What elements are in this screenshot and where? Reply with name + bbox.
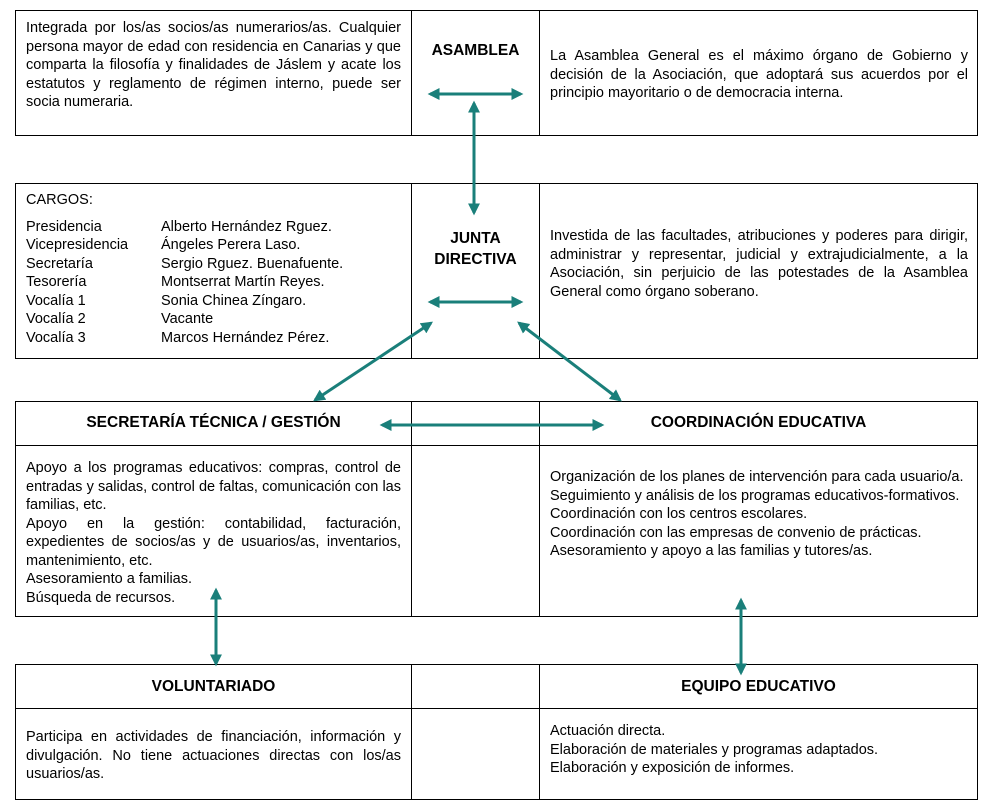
junta-description-text: Investida de las facultades, atribuciones y poderes para dirigir, administrar y representar, judicial y extrajudicialmente, a la Asociación, sin perjuicio de las potestades de la Asamblea General como órgano soberano. — [550, 228, 968, 300]
cargo-row — [26, 236, 406, 255]
coordinacion-tasks — [550, 468, 968, 561]
bottom-middle-body-cell — [411, 708, 540, 800]
cargo-name: Vacante — [161, 311, 214, 327]
cargo-row — [26, 292, 406, 311]
junta-title-line1: JUNTA — [450, 230, 501, 247]
coordinacion-task-1: Organización de los planes de intervención para cada usuario/a. — [550, 469, 964, 485]
equipo-title: EQUIPO EDUCATIVO — [681, 678, 836, 695]
cargo-name: Sonia Chinea Zíngaro. — [161, 292, 307, 309]
coordinacion-task-2: Seguimiento y análisis de los programas educativos-formativos. — [550, 487, 960, 504]
secretaria-task-1: Apoyo a los programas educativos: compras, control de entradas y salidas, control de faltas, comunicación con las familias, etc. — [26, 460, 401, 513]
cargo-role: Tesorería — [26, 274, 87, 290]
middle-body-cell — [411, 445, 540, 617]
middle-header-cell — [411, 401, 540, 446]
cargo-row — [26, 273, 406, 292]
cargos-label: CARGOS: — [26, 192, 93, 208]
cargos-rows — [26, 218, 406, 348]
secretaria-title: SECRETARÍA TÉCNICA / GESTIÓN — [86, 414, 341, 431]
cargo-role: Secretaría — [26, 255, 93, 272]
coordinacion-task-3: Coordinación con los centros escolares. — [550, 506, 808, 522]
secretaria-task-3: Asesoramiento a familias. — [26, 571, 193, 587]
asamblea-center-cell — [411, 10, 540, 136]
cargo-row — [26, 310, 406, 329]
bottom-middle-header-cell — [411, 664, 540, 709]
junta-center-cell — [411, 183, 540, 359]
asamblea-title: ASAMBLEA — [431, 42, 520, 59]
cargo-name: Alberto Hernández Rguez. — [161, 218, 332, 235]
secretaria-task-4: Búsqueda de recursos. — [26, 589, 176, 606]
equipo-task-3: Elaboración y exposición de informes. — [550, 760, 795, 776]
cargo-role: Vicepresidencia — [26, 237, 129, 253]
asamblea-description-text: La Asamblea General es el máximo órgano de Gobierno y decisión de la Asociación, que adoptará sus acuerdos por el principio mayoritario o de democracia interna. — [550, 48, 968, 101]
cargo-role: Vocalía 2 — [26, 311, 86, 327]
secretaria-tasks — [26, 459, 401, 607]
cargo-name: Montserrat Martín Reyes. — [161, 274, 325, 290]
cargo-role: Vocalía 1 — [26, 292, 86, 309]
equipo-tasks — [550, 722, 968, 778]
cargo-name: Ángeles Perera Laso. — [161, 237, 301, 253]
cargo-name: Marcos Hernández Pérez. — [161, 329, 330, 346]
equipo-task-1: Actuación directa. — [550, 723, 666, 739]
cargo-row — [26, 218, 406, 237]
asamblea-membership-text: Integrada por los/as socios/as numerarios/as. Cualquier persona mayor de edad con residencia en Canarias y que comparta la filosofía y finalidades de Jáslem y acate los estatutos y reglamento de régimen interno, puede ser socia numeraria. — [26, 20, 401, 110]
coordinacion-task-5: Asesoramiento y apoyo a las familias y tutores/as. — [550, 543, 873, 559]
voluntariado-title: VOLUNTARIADO — [151, 678, 276, 695]
coordinacion-title: COORDINACIÓN EDUCATIVA — [650, 414, 867, 431]
cargo-role: Presidencia — [26, 218, 102, 235]
junta-title — [411, 228, 540, 270]
cargo-role: Vocalía 3 — [26, 329, 86, 346]
junta-title-line2: DIRECTIVA — [434, 251, 517, 268]
cargo-row — [26, 255, 406, 274]
coordinacion-task-4: Coordinación con las empresas de convenio de prácticas. — [550, 524, 922, 541]
secretaria-task-2: Apoyo en la gestión: contabilidad, facturación, expedientes de socios/as y de usuarios/as, inventarios, mantenimiento, etc. — [26, 515, 401, 569]
cargo-name: Sergio Rguez. Buenafuente. — [161, 255, 344, 272]
cargos-list — [26, 191, 406, 347]
cargo-row — [26, 329, 406, 348]
voluntariado-description-text: Participa en actividades de financiación, información y divulgación. No tiene actuaciones directas con los/as usuarios/as. — [26, 729, 401, 782]
equipo-task-2: Elaboración de materiales y programas adaptados. — [550, 741, 879, 758]
